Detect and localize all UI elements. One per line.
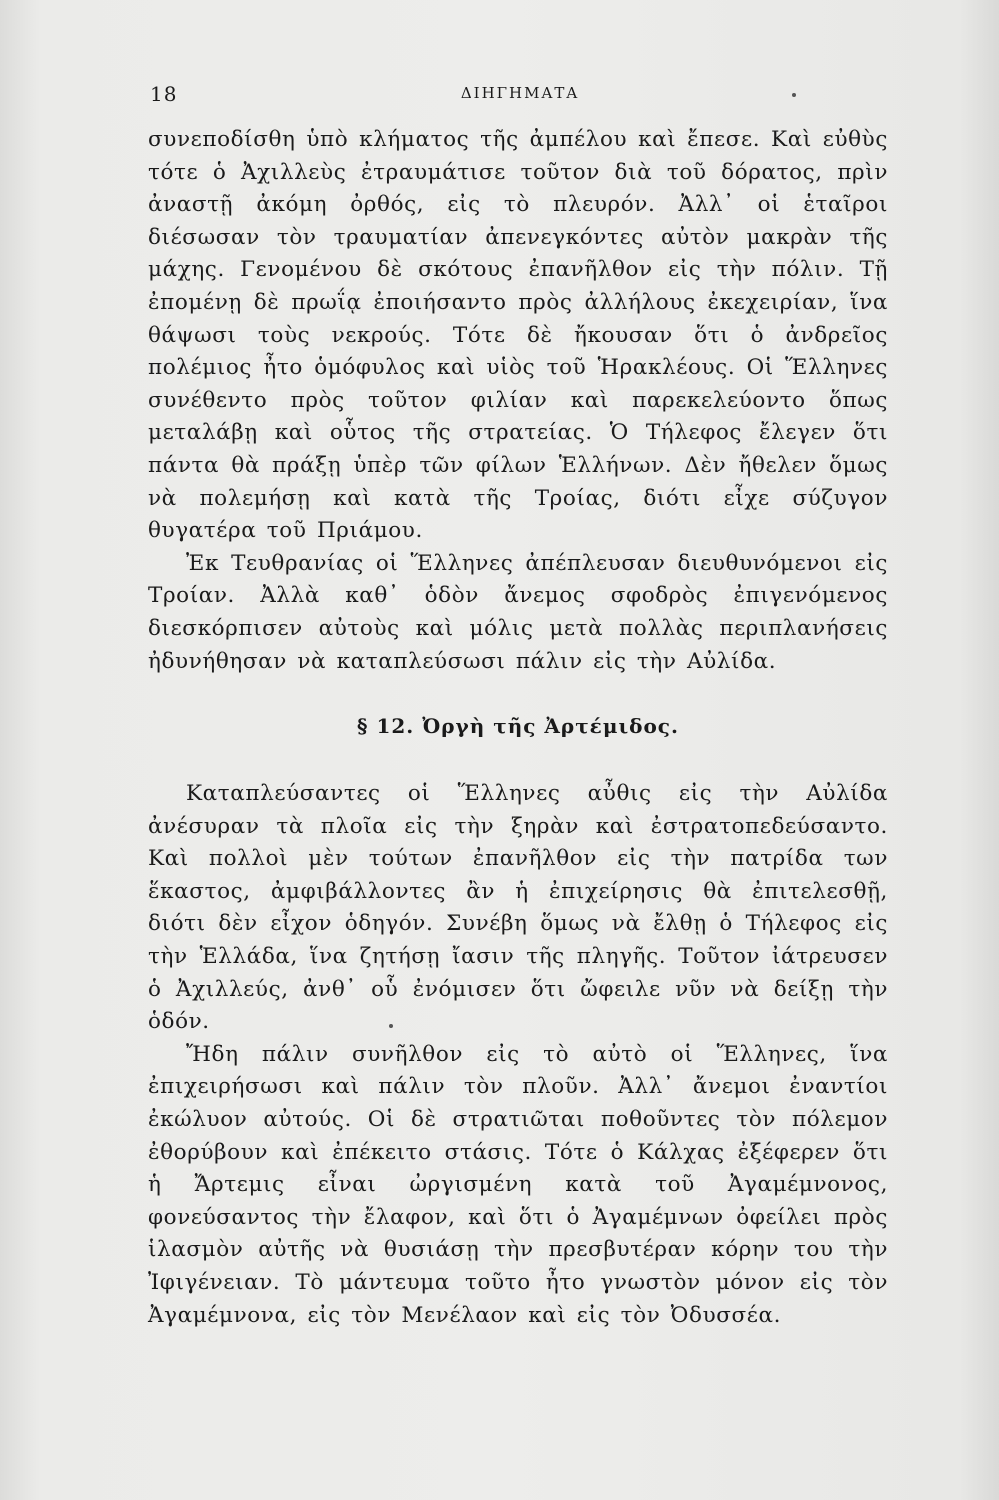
paragraph: Ἤδη πάλιν συνῆλθον εἰς τὸ αὐτὸ οἱ Ἕλληνες, ἵνα ἐπιχειρήσωσι καὶ πάλιν τὸν πλοῦν. Ἀλλ᾽ ἄνεμοι ἐναντίοι ἐκώλυον αὐτούς. Οἱ δὲ στρατιῶται ποθοῦντες τὸν πόλεμον ἐθορύβουν καὶ ἐπέκειτο στάσις. Τότε ὁ Κάλχας ἐξέφερεν ὅτι ἡ Ἄρτεμις εἶναι ὠργισμένη κατὰ τοῦ Ἀγαμέμνονος, φονεύσαντος τὴν ἔλαφον, καὶ ὅτι ὁ Ἀγαμέμνων ὀφείλει πρὸς ἱλασμὸν αὐτῆς νὰ θυσιάσῃ τὴν πρεσβυτέραν κόρην του τὴν Ἰφιγένειαν. Τὸ μάντευμα τοῦτο ἦτο γνωστὸν μόνον εἰς τὸν Ἀγαμέμνονα, εἰς τὸν Μενέλαον καὶ εἰς τὸν Ὀδυσσέα. xyxy=(148,1041,888,1328)
paragraph: Ἐκ Τευθρανίας οἱ Ἕλληνες ἀπέπλευσαν διευθυνόμενοι εἰς Τροίαν. Ἀλλὰ καθ᾽ ὁδὸν ἄνεμος σφοδρὸς ἐπιγενόμενος διεσκόρπισεν αὐτοὺς καὶ μόλις μετὰ πολλὰς περιπλανήσεις ἠδυνήθησαν νὰ καταπλεύσωσι πάλιν εἰς τὴν Αὐλίδα. xyxy=(148,550,888,674)
text-block-top xyxy=(148,124,888,678)
paper-speck xyxy=(792,93,796,97)
section-heading: § 12. Ὀργὴ τῆς Ἀρτέμιδος. xyxy=(357,714,679,738)
page-header xyxy=(150,82,890,112)
running-head: ΔΙΗΓΗΜΑΤΑ xyxy=(460,84,580,102)
paper-speck xyxy=(389,1024,393,1028)
page-number: 18 xyxy=(150,82,178,106)
text-block-bottom xyxy=(148,778,888,1332)
paragraph: συνεποδίσθη ὑπὸ κλήματος τῆς ἀμπέλου καὶ ἔπεσε. Καὶ εὐθὺς τότε ὁ Ἀχιλλεὺς ἐτραυμάτισε τοῦτον διὰ τοῦ δόρατος, πρὶν ἀναστῇ ἀκόμη ὀρθός, εἰς τὸ πλευρόν. Ἀλλ᾽ οἱ ἑταῖροι διέσωσαν τὸν τραυματίαν ἀπενεγκόντες αὐτὸν μακρὰν τῆς μάχης. Γενομένου δὲ σκότους ἐπανῆλθον εἰς τὴν πόλιν. Τῇ ἐπομένῃ δὲ πρωΐᾳ ἐποιήσαντο πρὸς ἀλλήλους ἐκεχειρίαν, ἵνα θάψωσι τοὺς νεκρούς. Τότε δὲ ἤκουσαν ὅτι ὁ ἀνδρεῖος πολέμιος ἦτο ὁμόφυλος καὶ υἱὸς τοῦ Ἡρακλέους. Οἱ Ἕλληνες συνέθεντο πρὸς τοῦτον φιλίαν καὶ παρεκελεύοντο ὅπως μεταλάβῃ καὶ οὗτος τῆς στρατείας. Ὁ Τήλεφος ἔλεγεν ὅτι πάντα θὰ πράξῃ ὑπὲρ τῶν φίλων Ἑλλήνων. Δὲν ἤθελεν ὅμως νὰ πολεμήσῃ καὶ κατὰ τῆς Τροίας, διότι εἶχε σύζυγον θυγατέρα τοῦ Πριάμου. xyxy=(148,127,888,544)
paragraph: Καταπλεύσαντες οἱ Ἕλληνες αὖθις εἰς τὴν Αὐλίδα ἀνέσυραν τὰ πλοῖα εἰς τὴν ξηρὰν καὶ ἐστρατοπεδεύσαντο. Καὶ πολλοὶ μὲν τούτων ἐπανῆλθον εἰς τὴν πατρίδα των ἕκαστος, ἀμφιβάλλοντες ἂν ἡ ἐπιχείρησις θὰ ἐπιτελεσθῇ, διότι δὲν εἶχον ὁδηγόν. Συνέβη ὅμως νὰ ἔλθῃ ὁ Τήλεφος εἰς τὴν Ἑλλάδα, ἵνα ζητήσῃ ἴασιν τῆς πληγῆς. Τοῦτον ἰάτρευσεν ὁ Ἀχιλλεύς, ἀνθ᾽ οὗ ἐνόμισεν ὅτι ὤφειλε νῦν νὰ δείξῃ τὴν ὁδόν. xyxy=(148,781,888,1035)
